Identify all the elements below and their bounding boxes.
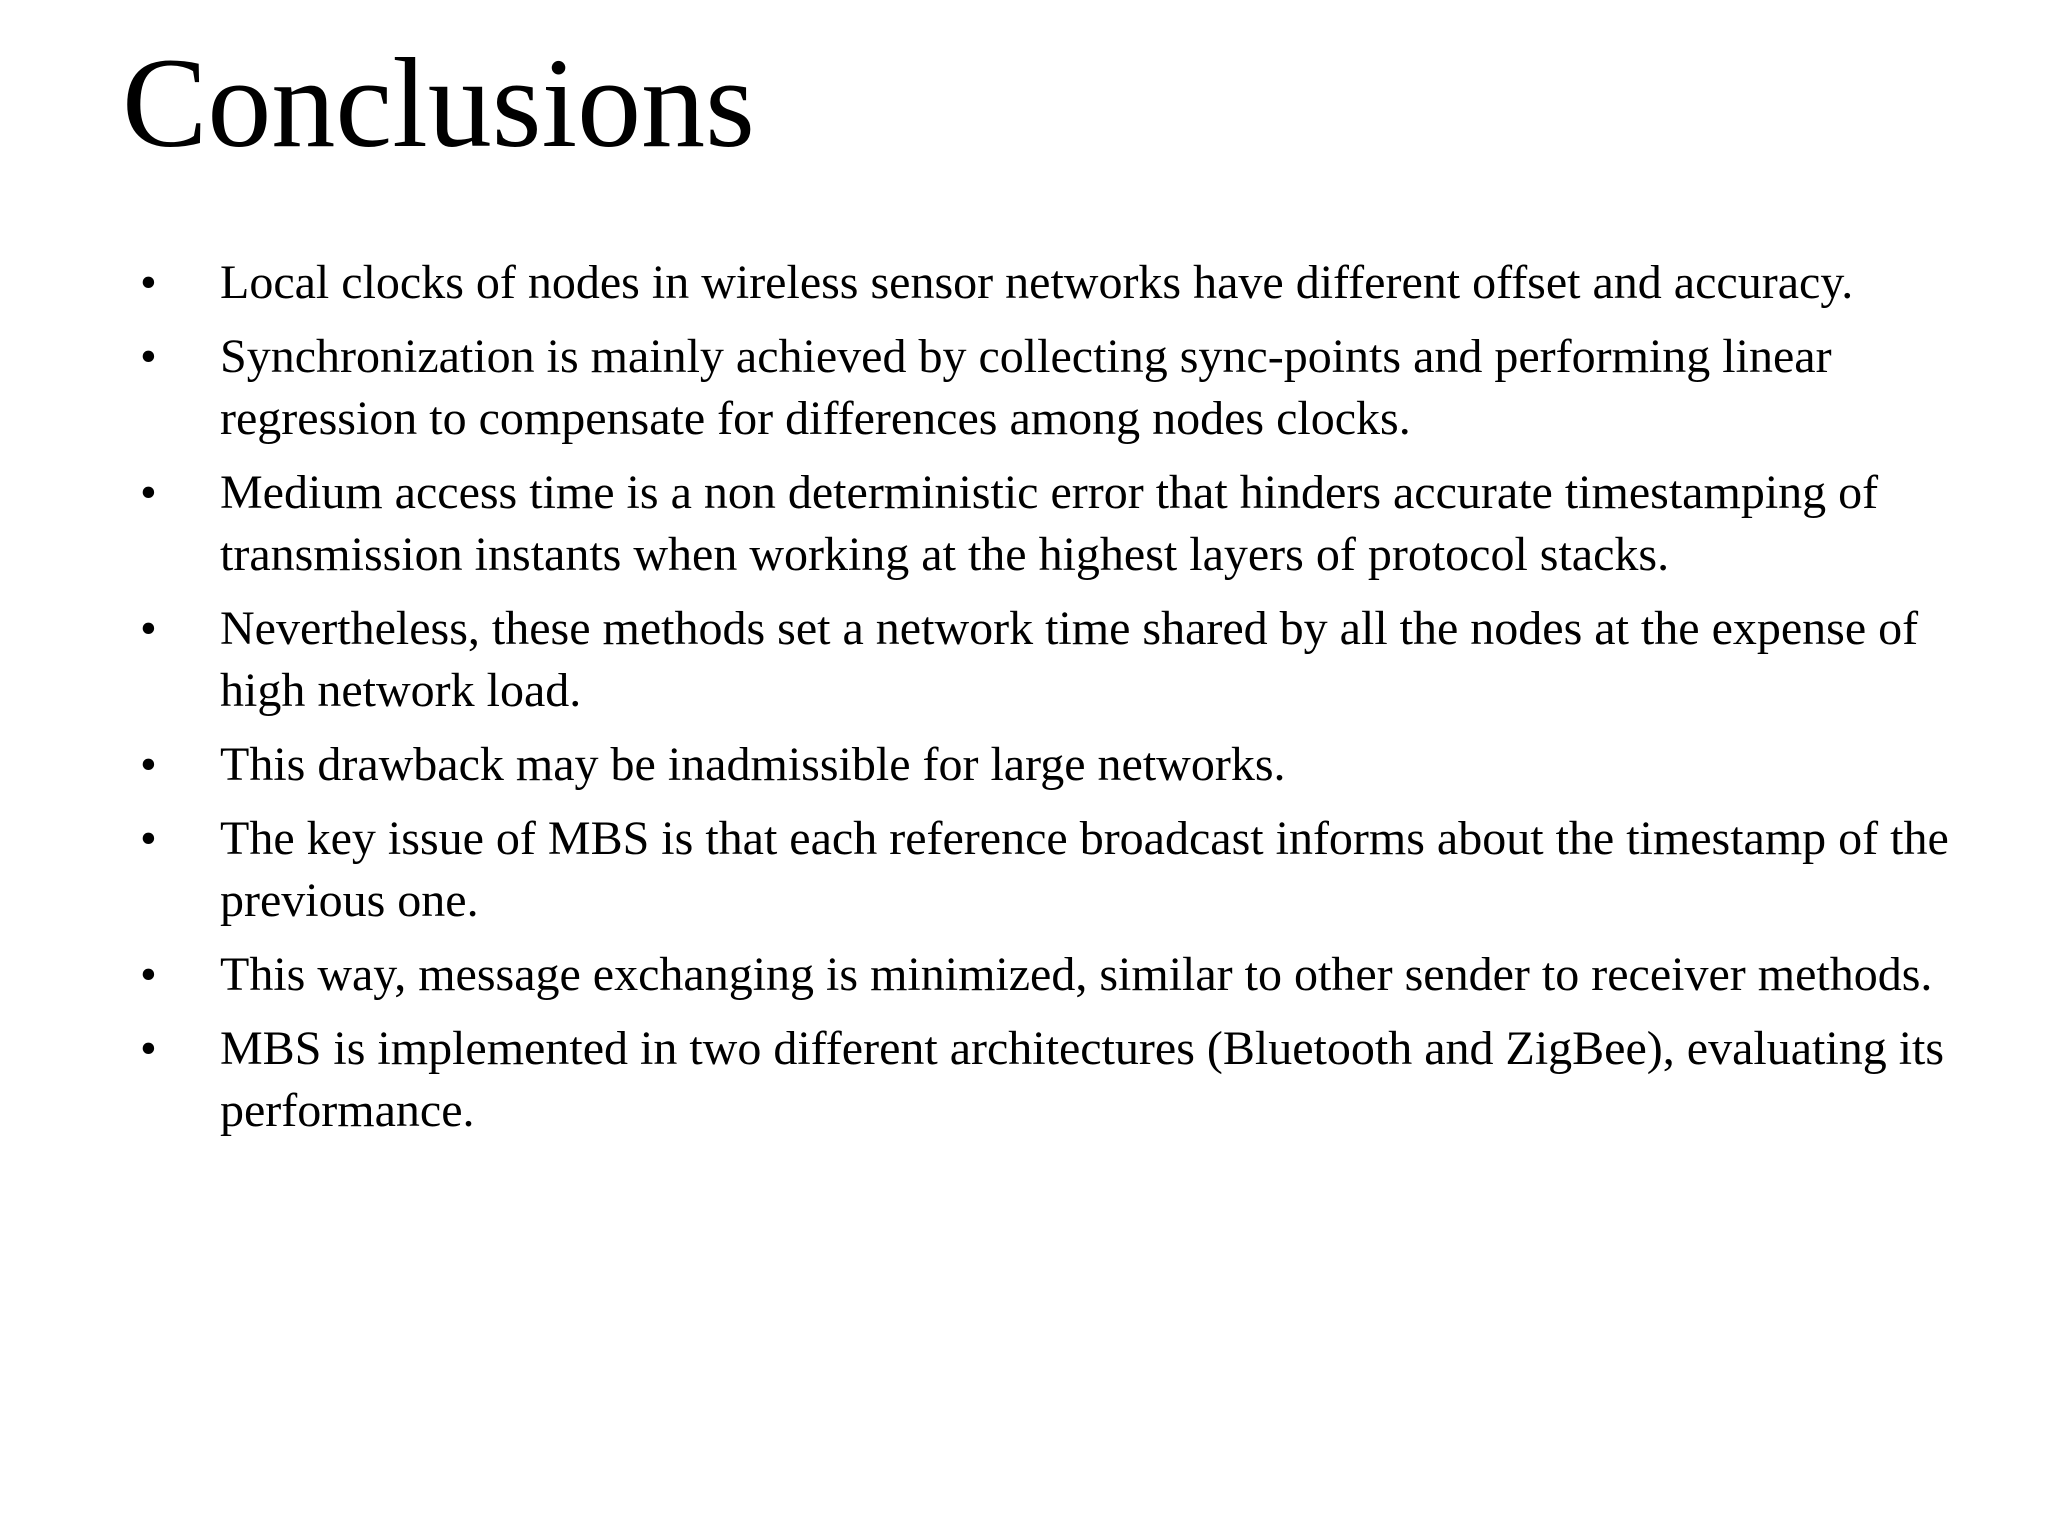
list-item-text: Synchronization is mainly achieved by collecting sync-points and performing linear regression to compensate for differences among nodes clocks. [220, 330, 1832, 445]
list-item [140, 462, 1980, 586]
list-item [140, 598, 1980, 722]
list-item-text: This way, message exchanging is minimized, similar to other sender to receiver methods. [220, 948, 1933, 1001]
list-item [140, 1018, 1980, 1142]
list-item-text: The key issue of MBS is that each reference broadcast informs about the timestamp of the previous one. [220, 812, 1949, 927]
list-item [140, 734, 1980, 796]
list-item [140, 252, 1980, 314]
list-item-text: Medium access time is a non deterministic error that hinders accurate timestamping of transmission instants when working at the highest layers of protocol stacks. [220, 466, 1879, 581]
bullet-icon: • [140, 948, 157, 1001]
list-item-text: MBS is implemented in two different architectures (Bluetooth and ZigBee), evaluating its performance. [220, 1022, 1945, 1137]
bullet-icon: • [140, 330, 157, 383]
bullet-icon: • [140, 812, 157, 865]
bullet-icon: • [140, 466, 157, 519]
list-item [140, 944, 1980, 1006]
list-item-text: Local clocks of nodes in wireless sensor networks have different offset and accuracy. [220, 256, 1854, 309]
bullet-icon: • [140, 1022, 157, 1075]
bullet-icon: • [140, 256, 157, 309]
list-item [140, 326, 1980, 450]
bullet-icon: • [140, 602, 157, 655]
bullet-icon: • [140, 738, 157, 791]
list-item-text: Nevertheless, these methods set a network time shared by all the nodes at the expense of high network load. [220, 602, 1919, 717]
list-item-text: This drawback may be inadmissible for large networks. [220, 738, 1286, 791]
page-title: Conclusions [122, 32, 755, 174]
conclusions-list [140, 252, 1980, 1154]
list-item [140, 808, 1980, 932]
